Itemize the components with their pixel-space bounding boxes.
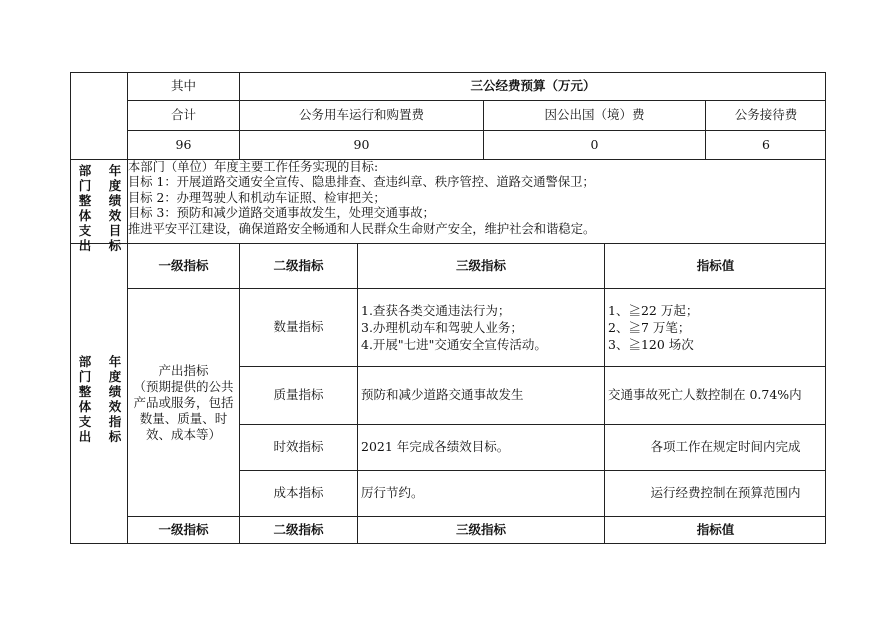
vertical-char: 标 <box>108 429 122 444</box>
goals-text <box>128 160 595 237</box>
indicator-value-quantity: 1、≧22 万起； 2、≧7 万笔； 3、≧120 场次 <box>608 303 699 352</box>
vertical-char: 部 <box>78 163 92 178</box>
budget-qizhong-label: 其中 <box>170 78 196 94</box>
vertical-char: 门 <box>78 178 92 193</box>
budget-value-total: 96 <box>175 136 192 152</box>
vertical-char: 绩 <box>108 384 122 399</box>
vertical-char: 标 <box>108 238 122 253</box>
indicator-level3-quantity: 1.查获各类交通违法行为； 3.办理机动车和驾驶人业务； 4.开展"七进"交通安全宣传活动。 <box>361 303 547 352</box>
goal-line: 目标 3：预防和减少道路交通事故发生，处理交通事故； <box>128 206 435 221</box>
footer-header-value: 指标值 <box>696 522 735 538</box>
goal-line: 本部门（单位）年度主要工作任务实现的目标: <box>128 160 379 174</box>
goal-line: 目标 2：办理驾驶人和机动车证照、检审把关； <box>128 190 386 205</box>
footer-header-level3: 三级指标 <box>455 522 506 538</box>
vertical-char: 支 <box>78 414 92 429</box>
indicator-level2-quantity: 数量指标 <box>273 319 324 335</box>
footer-header-level2: 二级指标 <box>273 522 324 538</box>
vertical-char: 效 <box>108 208 122 223</box>
vertical-char: 度 <box>108 369 122 384</box>
budget-header-abroad: 因公出国（境）费 <box>544 107 645 123</box>
vertical-char: 出 <box>78 429 92 444</box>
budget-value-abroad: 0 <box>590 136 599 152</box>
vertical-char: 效 <box>108 399 122 414</box>
vertical-char: 指 <box>108 414 122 429</box>
budget-header-total: 合计 <box>170 107 196 123</box>
indicator-header-level3: 三级指标 <box>455 257 506 273</box>
indicator-header-value: 指标值 <box>696 257 735 273</box>
footer-header-level1: 一级指标 <box>158 522 209 538</box>
indicator-level3-timeliness: 2021 年完成各绩效目标。 <box>361 439 510 455</box>
vertical-char: 年 <box>108 354 122 369</box>
indicator-level2-cost: 成本指标 <box>273 485 324 501</box>
vertical-char: 支 <box>78 223 92 238</box>
indicator-value-timeliness: 各项工作在规定时间内完成 <box>650 439 801 455</box>
indicator-level2-quality: 质量指标 <box>273 387 324 403</box>
indicator-header-level1: 一级指标 <box>158 257 209 273</box>
vertical-char: 体 <box>78 208 92 223</box>
budget-value-vehicle: 90 <box>353 136 370 152</box>
vertical-char: 年 <box>108 163 122 178</box>
vertical-char: 整 <box>78 193 92 208</box>
annual-goal-label <box>108 163 122 253</box>
indicator-level2-timeliness: 时效指标 <box>273 439 324 455</box>
annual-indicator-label <box>108 354 122 444</box>
vertical-char: 体 <box>78 399 92 414</box>
indicator-value-quality: 交通事故死亡人数控制在 0.74%内 <box>608 387 802 403</box>
vertical-char: 部 <box>78 354 92 369</box>
indicator-header-level2: 二级指标 <box>273 257 324 273</box>
vertical-char: 门 <box>78 369 92 384</box>
indicator-level3-quality: 预防和减少道路交通事故发生 <box>361 387 524 403</box>
goal-line: 目标 1：开展道路交通安全宣传、隐患排查、查违纠章、秩序管控、道路交通警保卫； <box>128 175 595 190</box>
goal-line: 推进平安平江建设，确保道路安全畅通和人民群众生命财产安全，维护社会和谐稳定。 <box>128 221 596 236</box>
budget-header-vehicle: 公务用车运行和购置费 <box>298 107 424 123</box>
vertical-char: 出 <box>78 238 92 253</box>
indicator-value-cost: 运行经费控制在预算范围内 <box>650 485 801 501</box>
budget-header-reception: 公务接待费 <box>734 107 798 123</box>
indicator-level3-cost: 厉行节约。 <box>361 485 424 501</box>
vertical-char: 度 <box>108 178 122 193</box>
budget-title: 三公经费预算（万元） <box>470 78 596 94</box>
vertical-char: 目 <box>108 223 122 238</box>
dept-overall-label <box>78 163 92 253</box>
indicator-level1-output: 产出指标 （预期提供的公共产品或服务，包括数量、质量、时效、成本等） <box>133 362 234 442</box>
vertical-char: 整 <box>78 384 92 399</box>
budget-value-reception: 6 <box>762 136 770 152</box>
vertical-char: 绩 <box>108 193 122 208</box>
dept-overall-label-2 <box>78 354 92 444</box>
